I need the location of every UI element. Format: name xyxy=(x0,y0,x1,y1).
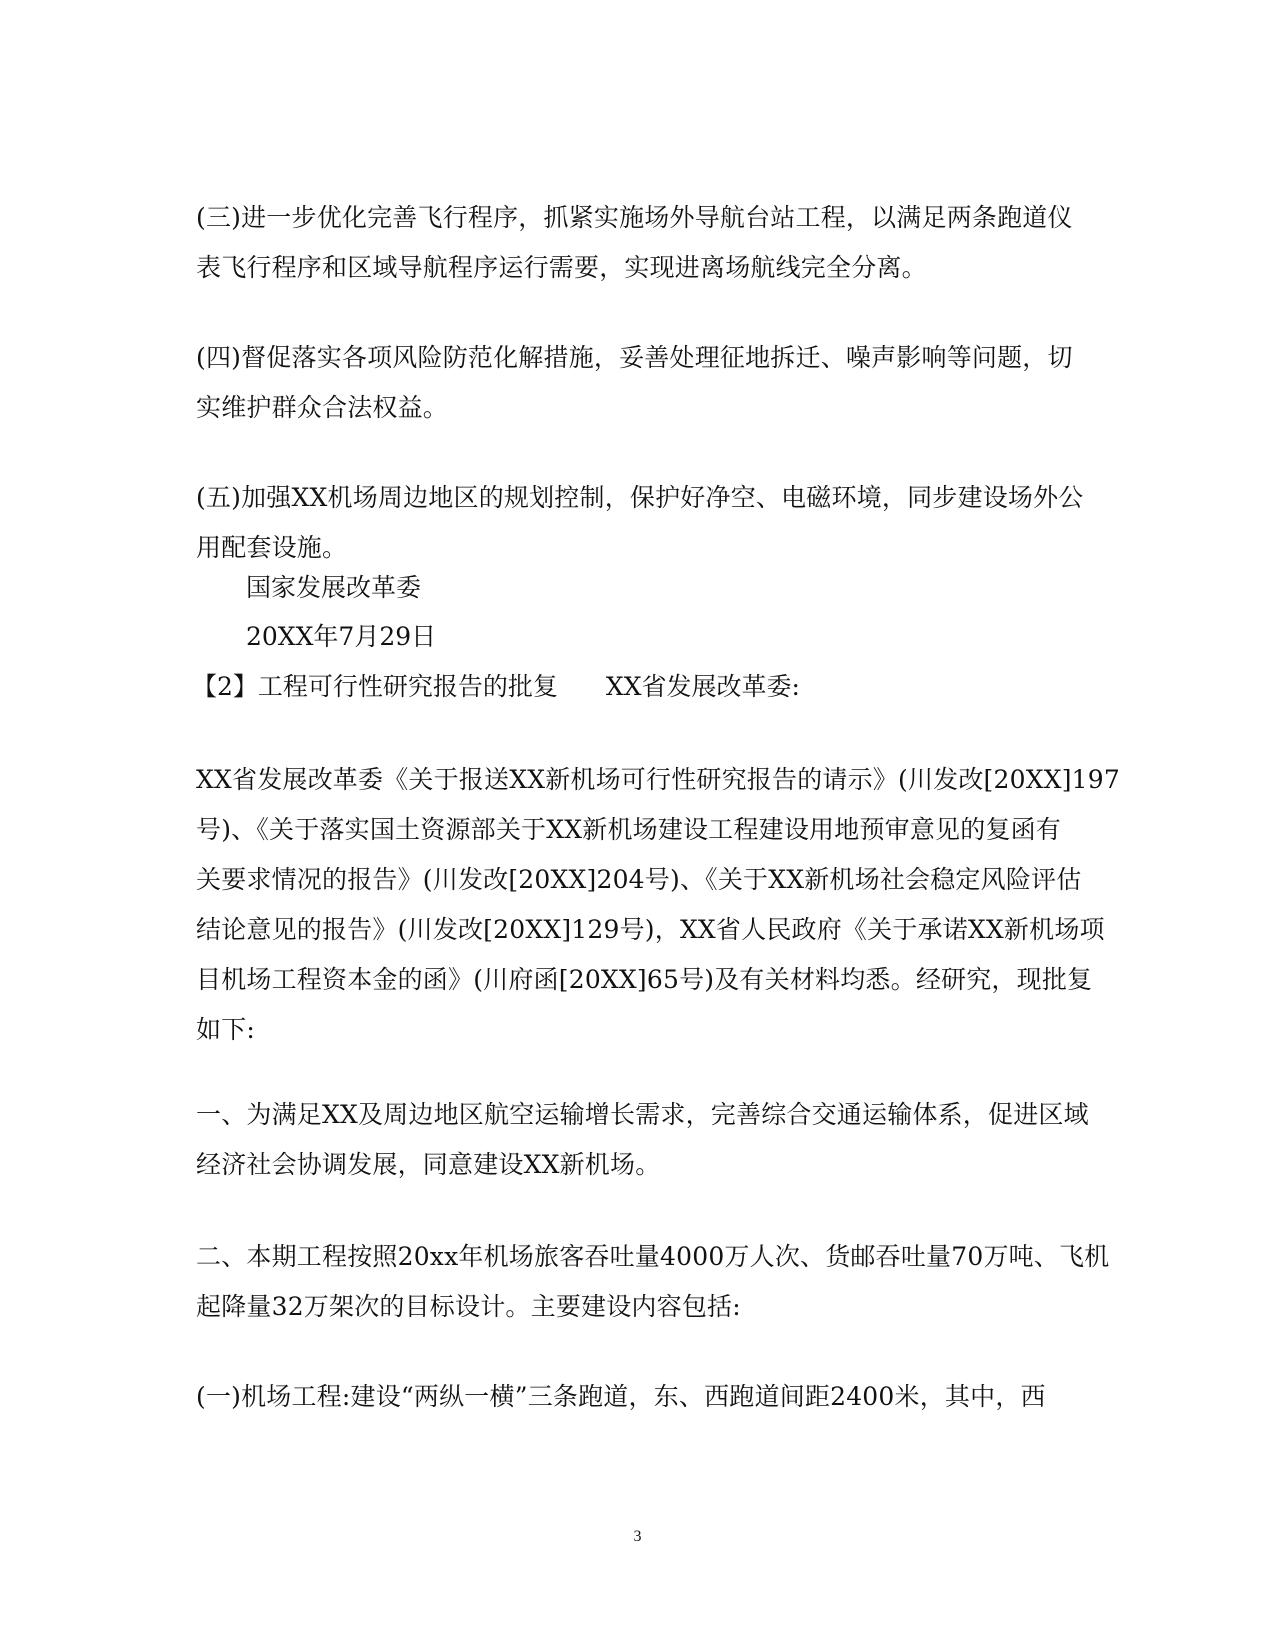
text-line: 关要求情况的报告》(川发改[20XX]204号)、《关于XX新机场社会稳定风险评估 xyxy=(196,865,1082,894)
text-line: 起降量32万架次的目标设计。主要建设内容包括: xyxy=(196,1292,741,1321)
text-line: 实维护群众合法权益。 xyxy=(196,393,449,422)
text-line: (四)督促落实各项风险防范化解措施，妥善处理征地拆迁、噪声影响等问题，切 xyxy=(196,343,1073,372)
signature-org: 国家发展改革委 xyxy=(246,573,422,602)
text-line: 经济社会协调发展，同意建设XX新机场。 xyxy=(196,1150,661,1179)
section-title: 【2】工程可行性研究报告的批复 xyxy=(192,672,558,701)
text-line: 用配套设施。 xyxy=(196,533,348,562)
text-line: 一、为满足XX及周边地区航空运输增长需求，完善综合交通运输体系，促进区域 xyxy=(196,1100,1089,1129)
paragraph-item-5 xyxy=(196,473,1084,573)
paragraph-article-2 xyxy=(196,1232,1110,1332)
paragraph-intro xyxy=(196,755,1120,1055)
paragraph-item-3 xyxy=(196,193,1076,293)
text-line: 如下: xyxy=(196,1015,256,1044)
text-line: (五)加强XX机场周边地区的规划控制，保护好净空、电磁环境，同步建设场外公 xyxy=(196,483,1084,512)
text-line: 表飞行程序和区域导航程序运行需要，实现进离场航线完全分离。 xyxy=(196,253,927,282)
text-line: (三)进一步优化完善飞行程序，抓紧实施场外导航台站工程，以满足两条跑道仪 xyxy=(196,203,1073,232)
text-line: 结论意见的报告》(川发改[20XX]129号)，XX省人民政府《关于承诺XX新机场项 xyxy=(196,915,1105,944)
text-line: 二、本期工程按照20xx年机场旅客吞吐量4000万人次、货邮吞吐量70万吨、飞机 xyxy=(196,1242,1110,1271)
paragraph-article-1 xyxy=(196,1090,1089,1190)
signature-date: 20XX年7月29日 xyxy=(246,622,437,651)
recipient: XX省发展改革委: xyxy=(605,672,800,701)
text-line: 号)、《关于落实国土资源部关于XX新机场建设工程建设用地预审意见的复函有 xyxy=(196,815,1062,844)
section-heading xyxy=(192,662,800,712)
text-line: 目机场工程资本金的函》(川府函[20XX]65号)及有关材料均悉。经研究，现批复 xyxy=(196,965,1093,994)
text-line: XX省发展改革委《关于报送XX新机场可行性研究报告的请示》(川发改[20XX]197 xyxy=(196,765,1120,794)
paragraph-article-2-1 xyxy=(196,1372,1076,1422)
text-line: (一)机场工程:建设“两纵一横”三条跑道，东、西跑道间距2400米，其中，西 xyxy=(196,1382,1046,1411)
page-number: 3 xyxy=(633,1528,642,1545)
paragraph-item-4 xyxy=(196,333,1076,433)
